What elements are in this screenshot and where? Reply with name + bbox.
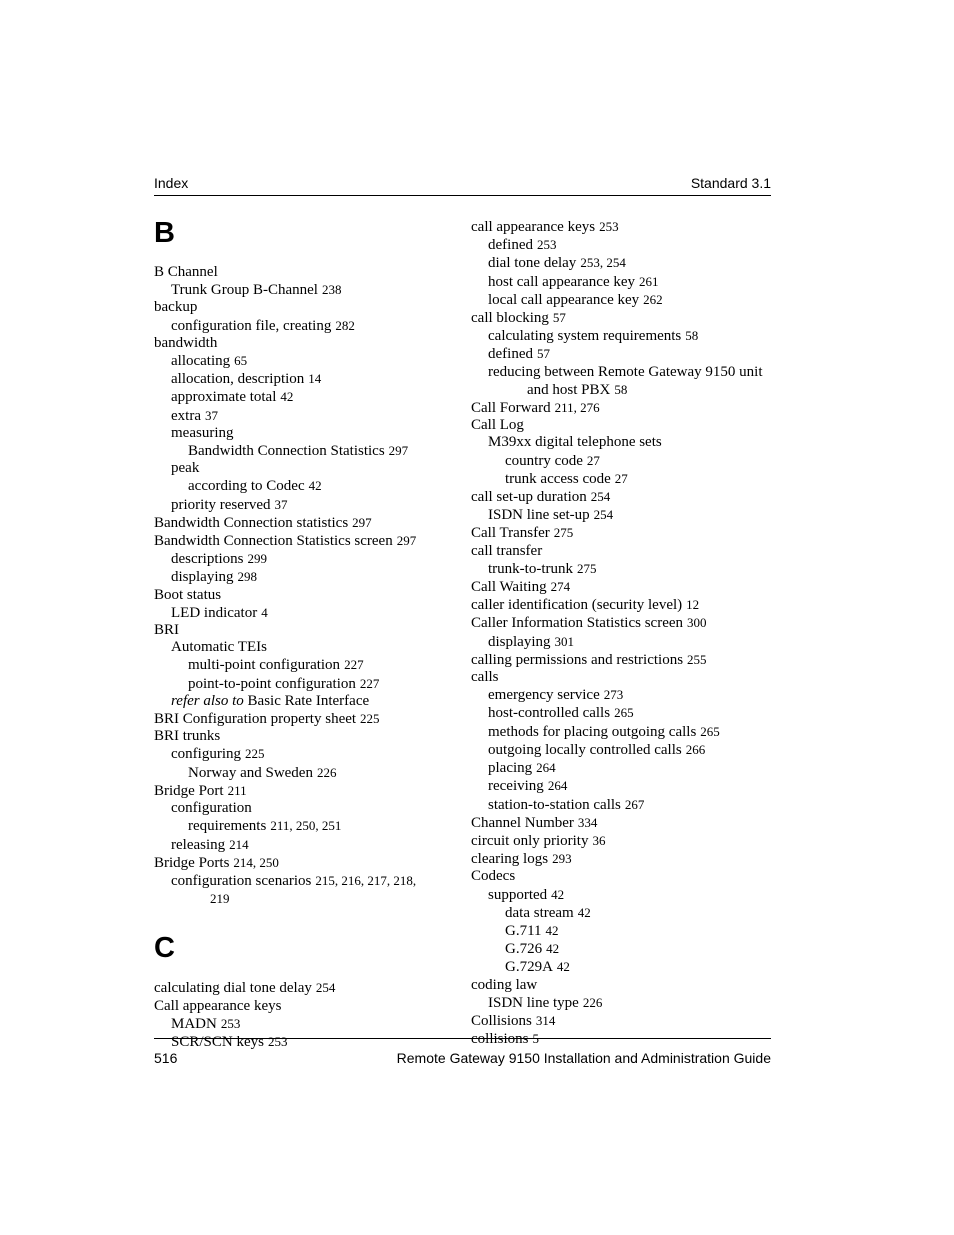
index-term: and host PBX	[527, 381, 611, 398]
index-term: local call appearance key	[488, 291, 640, 308]
index-term: measuring	[171, 424, 234, 441]
page-reference[interactable]: 42	[577, 904, 591, 920]
index-entry	[471, 886, 771, 904]
index-entry	[154, 281, 454, 299]
index-term: Collisions	[471, 1012, 532, 1029]
index-entry	[154, 854, 454, 872]
page-reference[interactable]: 42	[546, 941, 560, 957]
index-term: MADN	[171, 1015, 217, 1032]
index-term: Call appearance keys	[154, 997, 282, 1014]
index-entry	[471, 488, 771, 506]
page-reference[interactable]: 57	[536, 346, 550, 362]
page-reference[interactable]: 238	[321, 282, 342, 298]
index-entry	[471, 399, 771, 417]
index-entry	[471, 651, 771, 669]
index-entry	[154, 407, 454, 425]
index-entry	[154, 836, 454, 854]
page-reference[interactable]: 298	[237, 569, 257, 585]
index-term: Call Log	[471, 417, 524, 434]
index-term: Call Waiting	[471, 579, 547, 596]
index-entry	[471, 578, 771, 596]
index-term: configuration file, creating	[171, 317, 332, 334]
index-term: point-to-point configuration	[188, 675, 356, 692]
index-entry	[471, 850, 771, 868]
index-entry	[471, 236, 771, 254]
index-term: collisions	[471, 1031, 529, 1048]
index-term: Call Transfer	[471, 525, 550, 542]
index-entry	[471, 741, 771, 759]
index-entry	[471, 524, 771, 542]
index-entry	[154, 817, 454, 835]
page-reference[interactable]: 261	[639, 273, 659, 289]
page-reference[interactable]: 314	[535, 1012, 556, 1028]
index-entry	[471, 633, 771, 651]
page-reference[interactable]: 334	[577, 814, 598, 830]
page-reference[interactable]: 42	[551, 886, 565, 902]
page-reference[interactable]: 299	[247, 551, 267, 567]
index-entry	[154, 370, 454, 388]
index-term: Bridge Port	[154, 782, 224, 799]
page-footer	[154, 1038, 771, 1066]
index-entry	[471, 434, 771, 451]
index-entry	[471, 560, 771, 578]
index-term: Bandwidth Connection Statistics	[188, 443, 385, 460]
index-term: station-to-station calls	[488, 796, 621, 813]
index-entry	[471, 596, 771, 614]
index-term: BRI	[154, 622, 180, 639]
index-entry	[154, 264, 454, 281]
cross-reference-label: refer also to	[171, 692, 244, 709]
index-entry	[471, 254, 771, 272]
index-column-right	[471, 218, 771, 1048]
index-term: priority reserved	[171, 496, 271, 513]
index-term: G.726	[505, 941, 543, 958]
index-letter-heading: C	[154, 932, 175, 965]
page-reference[interactable]: 226	[582, 994, 603, 1010]
page-reference[interactable]: 4	[261, 604, 268, 620]
page-reference[interactable]: 14	[308, 371, 322, 387]
header-version: Standard 3.1	[690, 175, 771, 191]
index-term: releasing	[171, 836, 226, 853]
index-term: G.711	[505, 922, 542, 939]
index-term: reducing between Remote Gateway 9150 unit	[488, 363, 763, 380]
index-entry	[471, 364, 771, 381]
page-reference[interactable]: 5	[532, 1031, 540, 1047]
index-entry	[471, 796, 771, 814]
index-entry	[154, 388, 454, 406]
page-reference[interactable]: 297	[352, 514, 372, 530]
page-reference[interactable]: 27	[586, 452, 600, 468]
index-entry	[471, 977, 771, 994]
index-entry	[471, 381, 771, 399]
index-entry	[154, 587, 454, 604]
index-entry	[154, 460, 454, 477]
index-term: configuring	[171, 746, 241, 763]
index-term: configuration	[171, 800, 252, 817]
index-entry	[154, 442, 454, 460]
index-term: trunk access code	[505, 470, 611, 487]
page-reference[interactable]: 226	[316, 764, 337, 780]
index-term: Basic Rate Interface	[247, 692, 370, 709]
index-entry	[154, 352, 454, 370]
index-term: emergency service	[488, 687, 600, 704]
index-entry	[471, 1012, 771, 1030]
index-term: coding law	[471, 976, 538, 993]
index-entry	[471, 327, 771, 345]
page-reference[interactable]: 58	[685, 328, 699, 344]
index-term: displaying	[171, 569, 234, 586]
index-term: G.729A	[505, 959, 553, 976]
index-entry	[154, 675, 454, 693]
index-entry	[471, 614, 771, 632]
page-reference[interactable]: 266	[685, 741, 706, 757]
index-term: calling permissions and restrictions	[471, 651, 684, 668]
page-reference[interactable]: 65	[234, 353, 248, 369]
index-term: call transfer	[471, 542, 543, 559]
index-term: SCR/SCN keys	[171, 1033, 264, 1050]
index-entry	[154, 622, 454, 639]
index-term: methods for placing outgoing calls	[488, 723, 697, 740]
index-term: Bandwidth Connection Statistics screen	[154, 533, 393, 550]
index-entry	[154, 1015, 454, 1033]
index-term: Codecs	[471, 868, 516, 885]
index-entry	[471, 506, 771, 524]
index-entry	[471, 814, 771, 832]
index-entry	[471, 868, 771, 885]
page-reference[interactable]: 225	[360, 711, 380, 727]
index-column-left	[154, 218, 454, 1051]
index-term: allocation, description	[171, 371, 305, 388]
page-reference[interactable]: 300	[687, 615, 707, 631]
index-term: Boot status	[154, 586, 222, 603]
page-reference[interactable]: 227	[359, 675, 380, 691]
index-entry	[471, 218, 771, 236]
page-reference[interactable]: 282	[335, 317, 355, 333]
index-entry	[471, 417, 771, 434]
index-term: Trunk Group B-Channel	[171, 282, 318, 299]
page-reference-continued[interactable]: 219	[210, 891, 230, 907]
index-entry	[154, 800, 454, 817]
index-term: Channel Number	[471, 814, 574, 831]
page-reference[interactable]: 58	[614, 381, 628, 397]
index-entry	[471, 940, 771, 958]
index-term: backup	[154, 299, 198, 316]
page-reference[interactable]: 275	[553, 525, 574, 541]
index-term: peak	[171, 460, 200, 477]
index-term: Caller Information Statistics screen	[471, 615, 684, 632]
page-reference[interactable]: 297	[388, 443, 409, 459]
index-term: LED indicator	[171, 604, 258, 621]
page-reference[interactable]: 254	[593, 507, 614, 523]
index-letter-heading: B	[154, 217, 175, 249]
index-entry	[471, 470, 771, 488]
index-entry	[471, 686, 771, 704]
page-reference[interactable]: 274	[550, 579, 571, 595]
page-reference[interactable]: 267	[624, 796, 645, 812]
index-entry	[471, 273, 771, 291]
page-reference[interactable]: 253	[536, 237, 557, 253]
index-term: Bridge Ports	[154, 854, 230, 871]
index-term: placing	[488, 760, 533, 777]
index-entry	[154, 514, 454, 532]
index-term: call appearance keys	[471, 219, 596, 235]
index-term: receiving	[488, 778, 544, 795]
index-term: M39xx digital telephone sets	[488, 434, 662, 451]
index-entry	[471, 309, 771, 327]
page-reference[interactable]: 264	[547, 778, 568, 794]
page-reference[interactable]: 37	[274, 496, 288, 512]
index-term: extra	[171, 407, 201, 424]
index-entry	[154, 299, 454, 316]
index-term: host-controlled calls	[488, 705, 611, 722]
page-reference[interactable]: 301	[554, 633, 574, 649]
page-reference[interactable]: 42	[556, 959, 570, 975]
page-reference[interactable]: 253	[599, 219, 619, 234]
index-entry	[471, 345, 771, 363]
page-number: 516	[154, 1050, 178, 1066]
index-entry	[154, 568, 454, 586]
page-reference[interactable]: 214, 250	[233, 854, 279, 870]
page-header	[154, 175, 771, 196]
index-term: trunk-to-trunk	[488, 560, 573, 577]
index-term: approximate total	[171, 389, 277, 406]
page-reference[interactable]: 254	[590, 489, 611, 505]
page-reference[interactable]: 215, 216, 217, 218,	[315, 872, 417, 888]
index-term: clearing logs	[471, 851, 549, 868]
index-entry	[154, 532, 454, 550]
index-term: defined	[488, 346, 533, 363]
page-reference[interactable]: 264	[536, 760, 556, 776]
page-reference[interactable]: 36	[592, 832, 606, 848]
index-entry	[154, 425, 454, 442]
index-term: calculating dial tone delay	[154, 980, 312, 997]
index-term: data stream	[505, 904, 574, 921]
index-term: Bandwidth Connection statistics	[154, 514, 349, 531]
index-term: multi-point configuration	[188, 657, 341, 674]
header-section-label: Index	[154, 175, 189, 191]
index-term: calls	[471, 669, 499, 686]
index-entry	[154, 639, 454, 656]
page-reference[interactable]: 253, 254	[580, 255, 626, 271]
page-reference[interactable]: 297	[396, 533, 417, 549]
index-entry	[471, 759, 771, 777]
index-entry	[471, 704, 771, 722]
index-term: BRI Configuration property sheet	[154, 711, 357, 728]
index-term: supported	[488, 886, 548, 903]
index-entry	[471, 958, 771, 976]
page-reference[interactable]: 27	[614, 470, 628, 486]
page-reference[interactable]: 211, 250, 251	[270, 818, 342, 834]
page-reference[interactable]: 211, 276	[554, 400, 600, 416]
page-reference[interactable]: 227	[344, 657, 364, 673]
page-reference[interactable]: 42	[545, 922, 559, 938]
index-term: outgoing locally controlled calls	[488, 741, 682, 758]
index-entry	[154, 979, 454, 997]
index-entry	[154, 764, 454, 782]
index-entry	[154, 693, 454, 710]
page-reference[interactable]: 254	[315, 980, 336, 996]
page-reference[interactable]: 253	[220, 1015, 241, 1031]
index-term: calculating system requirements	[488, 328, 682, 345]
page-reference[interactable]: 255	[687, 651, 707, 667]
page-reference[interactable]: 253	[267, 1033, 288, 1049]
index-entry	[471, 452, 771, 470]
page-reference[interactable]: 57	[552, 310, 566, 326]
index-term: BRI trunks	[154, 728, 221, 745]
index-term: according to Codec	[188, 478, 305, 495]
index-term: descriptions	[171, 551, 244, 568]
index-term: call set-up duration	[471, 489, 587, 506]
page-reference[interactable]: 265	[614, 705, 634, 721]
index-entry	[471, 994, 771, 1012]
index-entry	[154, 745, 454, 763]
index-entry	[154, 710, 454, 728]
index-entry	[154, 656, 454, 674]
index-term: caller identification (security level)	[471, 597, 683, 614]
index-term: circuit only priority	[471, 832, 589, 849]
page-reference[interactable]: 262	[643, 291, 663, 307]
page-reference[interactable]: 275	[576, 560, 597, 576]
index-entry	[154, 872, 454, 890]
index-entry	[471, 832, 771, 850]
page-reference[interactable]: 273	[603, 687, 624, 703]
index-term: host call appearance key	[488, 273, 636, 290]
index-term: dial tone delay	[488, 255, 577, 272]
index-term: B Channel	[154, 264, 218, 280]
page-reference[interactable]: 37	[204, 407, 218, 423]
index-entry	[471, 922, 771, 940]
index-term: Automatic TEIs	[171, 639, 267, 656]
index-entry	[154, 782, 454, 800]
page-reference[interactable]: 225	[244, 746, 265, 762]
page-reference[interactable]: 42	[280, 389, 294, 405]
index-entry	[471, 904, 771, 922]
index-term: bandwidth	[154, 334, 218, 351]
index-term: Call Forward	[471, 400, 551, 417]
index-term: configuration scenarios	[171, 872, 312, 889]
index-term: defined	[488, 237, 533, 254]
index-term: call blocking	[471, 310, 549, 327]
index-entry	[154, 998, 454, 1015]
index-term: allocating	[171, 353, 231, 370]
index-entry	[154, 728, 454, 745]
index-entry	[154, 550, 454, 568]
page-reference[interactable]: 42	[308, 478, 322, 494]
index-term: ISDN line set-up	[488, 507, 590, 524]
document-title: Remote Gateway 9150 Installation and Administration Guide	[396, 1050, 771, 1066]
page-reference[interactable]: 211	[227, 782, 247, 798]
index-term: country code	[505, 452, 583, 469]
index-entry	[154, 317, 454, 335]
page-reference[interactable]: 293	[552, 851, 572, 867]
index-entry	[471, 669, 771, 686]
index-term: Norway and Sweden	[188, 764, 313, 781]
index-term: displaying	[488, 633, 551, 650]
index-entry	[154, 604, 454, 622]
index-entry	[471, 291, 771, 309]
index-term: ISDN line type	[488, 994, 579, 1011]
page-reference[interactable]: 265	[700, 723, 720, 739]
index-term: requirements	[188, 818, 267, 835]
index-entry	[154, 496, 454, 514]
page-reference[interactable]: 214	[229, 836, 249, 852]
index-entry	[471, 543, 771, 560]
index-entry	[471, 723, 771, 741]
index-entry	[154, 477, 454, 495]
page-reference[interactable]: 12	[686, 597, 700, 613]
index-entry	[154, 335, 454, 352]
index-entry	[471, 777, 771, 795]
